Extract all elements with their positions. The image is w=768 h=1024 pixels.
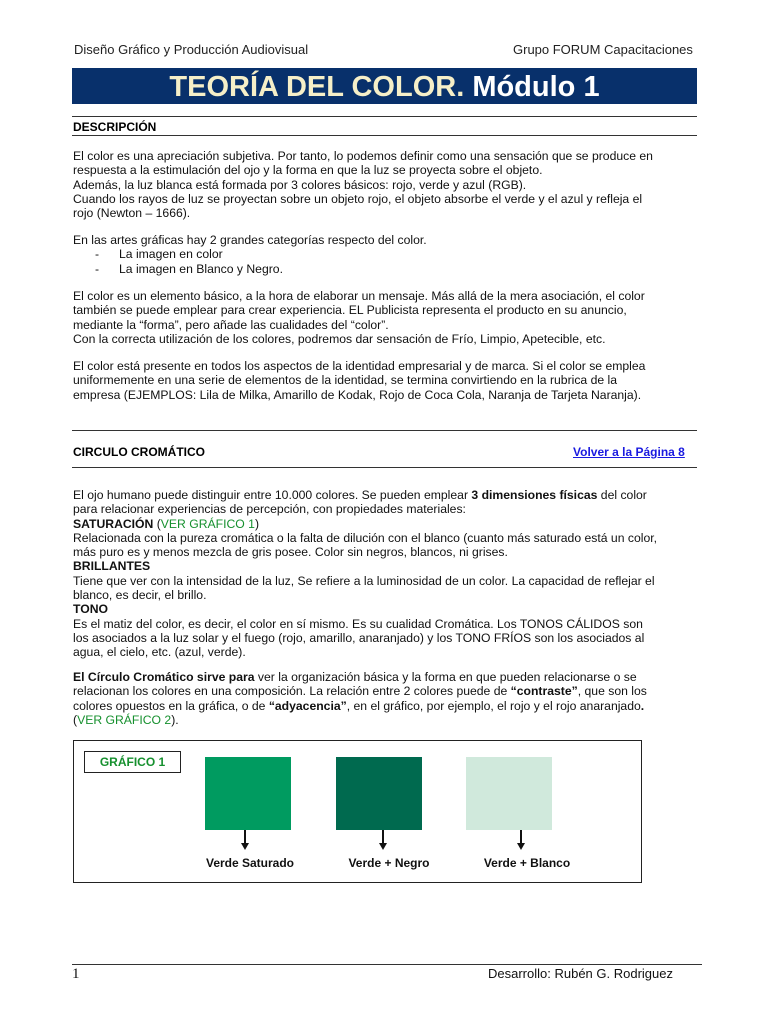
bullet-dash: - bbox=[95, 247, 100, 262]
brillantes-title: BRILLANTES bbox=[73, 559, 151, 574]
text-line: El color es una apreciación subjetiva. Por tanto, lo podemos definir como una sensación que se produce en bbox=[73, 149, 653, 163]
text-span: ). bbox=[171, 712, 179, 727]
title-part1: TEORÍA DEL COLOR. bbox=[169, 71, 465, 103]
paragraph-circulo bbox=[73, 488, 697, 660]
text-span: ( bbox=[73, 712, 78, 727]
paragraph-intro bbox=[73, 149, 697, 220]
footer-author: Desarrollo: Rubén G. Rodriguez bbox=[488, 966, 673, 981]
text-bold: El Círculo Cromático sirve para bbox=[73, 670, 255, 684]
text-line bbox=[73, 713, 697, 727]
text-line bbox=[73, 488, 697, 502]
page-number: 1 bbox=[72, 966, 80, 982]
paragraph-circulo-cromatico bbox=[73, 670, 697, 727]
text-bold: “contraste” bbox=[510, 684, 578, 699]
page-title bbox=[72, 68, 697, 104]
paragraph-categorias bbox=[73, 233, 697, 276]
divider bbox=[72, 467, 697, 468]
text-line: Con la correcta utilización de los colores, podremos dar sensación de Frío, Limpio, Apetecible, etc. bbox=[73, 331, 606, 346]
text-line bbox=[73, 670, 697, 684]
text-line: empresa (EJEMPLOS: Lila de Milka, Amarillo de Kodak, Rojo de Coca Cola, Naranja de Tarjeta Naranja). bbox=[73, 387, 642, 402]
text-line: Cuando los rayos de luz se proyectan sobre un objeto rojo, el objeto absorbe el verde y el azul y refleja el bbox=[73, 191, 643, 206]
text-line: rojo (Newton – 1666). bbox=[73, 206, 191, 221]
divider bbox=[72, 430, 697, 431]
text-span: ( bbox=[153, 516, 161, 531]
text-bold: . bbox=[640, 698, 645, 713]
arrowhead-icon bbox=[517, 843, 525, 850]
text-line: El color es un elemento básico, a la hora de elaborar un mensaje. Más allá de la mera asociación, el color bbox=[73, 289, 645, 303]
text-line: los asociados a la luz solar y el fuego (rojo, amarillo, anaranjado) y los TONO FRÍOS son los asociados al bbox=[73, 630, 645, 645]
swatch-verde-blanco bbox=[466, 757, 552, 830]
text-line: Tiene que ver con la intensidad de la luz, Se refiere a la luminosidad de un color. La capacidad de reflejar el bbox=[73, 573, 655, 588]
caption-verde-saturado: Verde Saturado bbox=[205, 856, 295, 870]
text-bold: 3 dimensiones físicas bbox=[471, 488, 598, 502]
bullet-dash: - bbox=[95, 261, 100, 276]
arrowhead-icon bbox=[379, 843, 387, 850]
title-part2: Módulo 1 bbox=[472, 71, 600, 103]
text-line: El color está presente en todos los aspectos de la identidad empresarial y de marca. Si el color se emplea bbox=[73, 359, 646, 373]
text-line: mediante la “forma”, pero añade las cualidades del “color”. bbox=[73, 317, 389, 332]
text-span: , que son los bbox=[577, 684, 647, 699]
swatch-verde-saturado bbox=[205, 757, 291, 830]
list-item bbox=[73, 262, 697, 276]
text-span: El ojo humano puede distinguir entre 10.000 colores. Se pueden emplear bbox=[73, 488, 472, 502]
arrowhead-icon bbox=[241, 843, 249, 850]
text-line: Además, la luz blanca está formada por 3 colores básicos: rojo, verde y azul (RGB). bbox=[73, 177, 527, 192]
ver-grafico-1-ref: VER GRÁFICO 1 bbox=[160, 516, 255, 531]
header-left: Diseño Gráfico y Producción Audiovisual bbox=[74, 42, 309, 57]
ver-grafico-2-ref: VER GRÁFICO 2 bbox=[77, 712, 172, 727]
text-line: respuesta a la estimulación del ojo y la forma en que la luz se proyecta sobre el objeto. bbox=[73, 163, 543, 178]
footer-divider bbox=[72, 964, 702, 965]
divider bbox=[72, 116, 697, 117]
text-span: , en el gráfico, por ejemplo, el rojo y el rojo anaranjado bbox=[346, 698, 641, 713]
text-span: relacionan los colores en una composición. La relación entre 2 colores puede de bbox=[73, 684, 511, 699]
text-line: blanco, es decir, el brillo. bbox=[73, 588, 207, 603]
list-item-text: La imagen en Blanco y Negro. bbox=[119, 261, 283, 276]
paragraph-elemento bbox=[73, 289, 697, 346]
text-span: del color bbox=[597, 488, 647, 502]
list-item bbox=[73, 247, 697, 261]
text-line bbox=[73, 699, 697, 713]
text-line: Relacionada con la pureza cromática o la falta de dilución con el blanco (cuanto más saturado está un color, bbox=[73, 530, 657, 545]
text-line: agua, el cielo, etc. (azul, verde). bbox=[73, 645, 246, 660]
text-line bbox=[73, 517, 697, 531]
text-line: también se puede emplear para crear experiencia. EL Publicista representa el producto en su anuncio, bbox=[73, 303, 627, 318]
text-bold: “adyacencia” bbox=[268, 698, 347, 713]
header-right: Grupo FORUM Capacitaciones bbox=[513, 42, 693, 57]
section-heading-descripcion: DESCRIPCIÓN bbox=[73, 120, 157, 134]
swatch-verde-negro bbox=[336, 757, 422, 830]
divider bbox=[72, 135, 697, 136]
tono-title: TONO bbox=[73, 602, 108, 617]
text-line: más puro es y menos mezcla de gris posee. Color sin negros, blancos, ni grises. bbox=[73, 545, 508, 560]
text-line: Es el matiz del color, es decir, el color en sí mismo. Es su cualidad Cromática. Los TONOS CÁLIDOS son bbox=[73, 616, 643, 631]
saturacion-title: SATURACIÓN bbox=[73, 516, 154, 531]
text-span: ver la organización básica y la forma en que pueden relacionarse o se bbox=[254, 670, 637, 684]
caption-verde-blanco: Verde + Blanco bbox=[483, 856, 571, 870]
text-line: uniformemente en una serie de elementos de la identidad, se termina convirtiendo en la rubrica de la bbox=[73, 373, 618, 388]
text-line: En las artes gráficas hay 2 grandes categorías respecto del color. bbox=[73, 233, 427, 247]
paragraph-identidad bbox=[73, 359, 697, 402]
text-span: ) bbox=[254, 516, 259, 531]
section-heading-circulo: CIRCULO CROMÁTICO bbox=[73, 445, 205, 459]
volver-pagina-8-link[interactable]: Volver a la Página 8 bbox=[573, 445, 685, 459]
text-line: para relacionar experiencias de percepción, con propiedades materiales: bbox=[73, 502, 466, 517]
list-item-text: La imagen en color bbox=[119, 247, 223, 262]
grafico-1-label: GRÁFICO 1 bbox=[84, 751, 181, 773]
text-span: colores opuestos en la gráfica, o de bbox=[73, 698, 269, 713]
text-line bbox=[73, 684, 697, 698]
caption-verde-negro: Verde + Negro bbox=[348, 856, 430, 870]
